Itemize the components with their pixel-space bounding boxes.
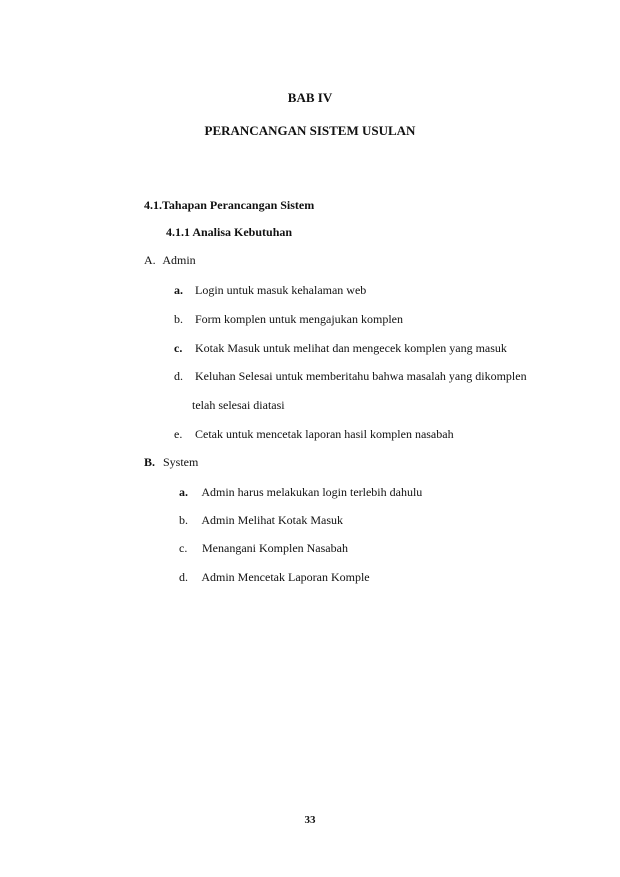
group-heading-system xyxy=(144,455,198,470)
item-text: Form komplen untuk mengajukan komplen xyxy=(195,312,403,326)
item-text: Menangani Komplen Nasabah xyxy=(202,541,348,555)
list-item xyxy=(179,513,343,528)
group-label: Admin xyxy=(162,253,196,267)
item-text: Admin Mencetak Laporan Komple xyxy=(201,570,370,584)
group-marker: B. xyxy=(144,455,156,469)
item-text: Keluhan Selesai untuk memberitahu bahwa masalah yang dikomplen xyxy=(195,369,527,383)
list-item-continuation: telah selesai diatasi xyxy=(192,398,285,412)
list-item xyxy=(174,427,454,442)
subsection-heading: 4.1.1 Analisa Kebutuhan xyxy=(166,225,293,239)
item-marker: a. xyxy=(179,485,188,499)
item-text: Admin Melihat Kotak Masuk xyxy=(201,513,343,527)
list-item xyxy=(174,283,366,298)
item-text: Cetak untuk mencetak laporan hasil komplen nasabah xyxy=(195,427,454,441)
item-text: Kotak Masuk untuk melihat dan mengecek komplen yang masuk xyxy=(195,341,507,355)
group-heading-admin xyxy=(144,253,196,268)
item-marker: b. xyxy=(174,312,183,326)
item-marker: d. xyxy=(174,369,183,383)
item-marker: a. xyxy=(174,283,183,297)
list-item xyxy=(179,541,348,556)
item-marker: c. xyxy=(179,541,188,555)
item-text: Login untuk masuk kehalaman web xyxy=(195,283,367,297)
page-number: 33 xyxy=(304,814,316,826)
list-item xyxy=(174,369,527,384)
item-marker: d. xyxy=(179,570,188,584)
list-item xyxy=(179,570,370,585)
list-item xyxy=(179,485,422,500)
section-heading: 4.1.Tahapan Perancangan Sistem xyxy=(144,198,315,212)
list-item xyxy=(174,341,507,356)
group-marker: A. xyxy=(144,253,156,267)
item-marker: c. xyxy=(174,341,183,355)
chapter-heading: BAB IV xyxy=(287,90,333,105)
chapter-title: PERANCANGAN SISTEM USULAN xyxy=(204,123,416,138)
item-text: Admin harus melakukan login terlebih dahulu xyxy=(201,485,423,499)
item-marker: b. xyxy=(179,513,188,527)
item-marker: e. xyxy=(174,427,183,441)
group-label: System xyxy=(163,455,199,469)
list-item xyxy=(174,312,403,327)
